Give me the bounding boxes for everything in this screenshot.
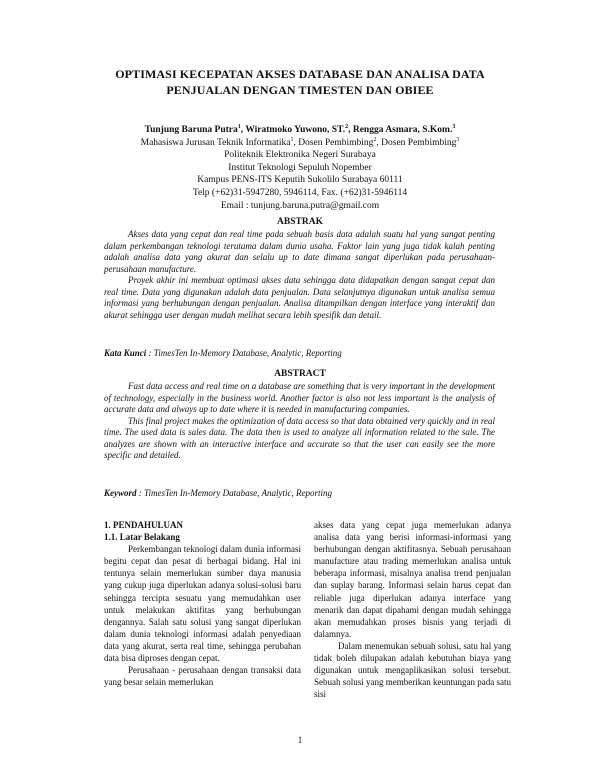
title-line-1: OPTIMASI KECEPATAN AKSES DATABASE DAN ANALISA DATA <box>115 67 485 81</box>
body-paragraph-3: akses data yang cepat juga memerlukan adanya analisa data yang berisi informasi-informasi yang berhubungan dengan aktifitasnya. Sebuah perusahaan manufacture atau trading memerlukan analisa untuk beberapa informasi, misalnya analisa trend penjualan dan suplay barang. Informasi selain harus cepat dan reliable juga diperlukan adanya interface yang menarik dan dapat dipahami dengan mudah sehingga akan memudahkan proses bisnis yang terjadi di dalamnya. <box>314 520 511 639</box>
phone-fax: Telp (+62)31-5947280, 5946114, Fax. (+62)31-5946114 <box>192 187 408 198</box>
abstrak-heading: ABSTRAK <box>277 217 323 227</box>
right-column <box>314 519 511 700</box>
author-1: Tunjung Baruna Putra <box>144 125 238 135</box>
title-line-2: PENJUALAN DENGAN TIMESTEN DAN OBIEE <box>166 83 434 97</box>
body-paragraph-2: Perusahaan - perusahaan dengan transaksi data yang besar selain memerlukan <box>104 665 301 688</box>
email-address: Email : tunjung.baruna.putra@gmail.com <box>220 200 380 211</box>
keyword-label: Keyword <box>104 488 137 498</box>
page-number: 1 <box>297 735 303 745</box>
abstract-body <box>104 381 495 462</box>
kata-kunci-text: : TimesTen In-Memory Database, Analytic, Reporting <box>146 348 342 358</box>
subsection-heading-latar-belakang: 1.1. Latar Belakang <box>104 532 180 543</box>
abstrak-body <box>104 229 495 321</box>
institution-1: Politeknik Elektronika Negeri Surabaya <box>224 150 376 161</box>
author-affiliations: Mahasiswa Jurusan Teknik Informatika$^1$, Dosen Pembimbing$^2$, Dosen Pembimbing$^3$ <box>140 136 460 148</box>
abstrak-paragraph-2: Proyek akhir ini membuat optimasi akses data sehingga data didapatkan dengan sangat cepat dan real time. Data yang digunakan adalah data penjualan. Data selanjutnya digunakan untuk analisa semua informasi yang berhubungan dengan penjualan. Analisa ditampilkan dengan interface yang interaktif dan akurat sehingga user dengan mudah melihat secara lebih spesifik dan detail. <box>104 275 495 320</box>
keyword-text: : TimesTen In-Memory Database, Analytic, Reporting <box>136 488 332 498</box>
author-block <box>60 124 540 212</box>
abstrak-paragraph-1: Akses data yang cepat dan real time pada sebuah basis data adalah suatu hal yang sangat penting dalam perkembangan teknologi terutama dalam dunia usaha. Faktor lain yang juga tidak kalah penting adalah analisa data yang akurat dan selalu up to date dimana sangat diperlukan pada perusahaan-perusahaan manufacture. <box>104 229 495 274</box>
author-2: , Wiratmoko Yuwono, ST. <box>240 125 346 135</box>
institution-2: Institut Teknologi Sepuluh Nopember <box>228 162 372 173</box>
author-3: , Rengga Asmara, S.Kom. <box>348 125 453 135</box>
left-column <box>104 519 301 688</box>
paper-title <box>60 66 540 98</box>
keyword <box>104 487 495 499</box>
abstract-paragraph-2: This final project makes the optimization of data access so that data obtained very quickly and in real time. The used data is sales data. The data then is used to analyze all information related to the sale. The analyzes are shown with an interactive interface and accurate so that the user can easily see the more specific and detailed. <box>104 415 495 460</box>
body-paragraph-1: Perkembangan teknologi dalam dunia informasi begitu cepat dan pesat di berbagai bidang. Hal ini tentunya selain memerlukan sumber daya manusia yang cukup juga diperlukan adanya solusi-solusi baru sehingga tercipta sesuatu yang memudahkan user untuk melakukan aktifitas yang berhubungan dengannya. Salah satu solusi yang sangat diperlukan dalam dunia teknologi informasi adalah penyediaan data yang akurat, serta real time, sehingga perubahan data bisa diproses dengan cepat. <box>104 544 301 664</box>
section-heading-pendahuluan: 1. PENDAHULUAN <box>104 520 184 530</box>
abstract-paragraph-1: Fast data access and real time on a database are something that is very important in the development of technology, especially in the business world. Another factor is also not less important is the analysis of accurate data and always up to date where it is needed in manufacturing companies. <box>104 381 495 414</box>
campus-address: Kampus PENS-ITS Keputih Sukolilo Surabaya 60111 <box>197 175 403 186</box>
kata-kunci-label: Kata Kunci <box>104 348 147 358</box>
kata-kunci <box>104 347 495 359</box>
abstract-heading: ABSTRACT <box>274 369 326 379</box>
author-names: Tunjung Baruna Putra$^1$, Wiratmoko Yuwono, ST.$^2$, Rengga Asmara, S.Kom.$^3$ <box>144 123 456 135</box>
body-paragraph-4: Dalam menemukan sebuah solusi, satu hal yang tidak boleh dilupakan adalah kebutuhan biaya yang digunakan untuk mengaplikasikan solusi tersebut. Sebuah solusi yang memberikan keuntungan pada satu sisi <box>314 640 511 700</box>
